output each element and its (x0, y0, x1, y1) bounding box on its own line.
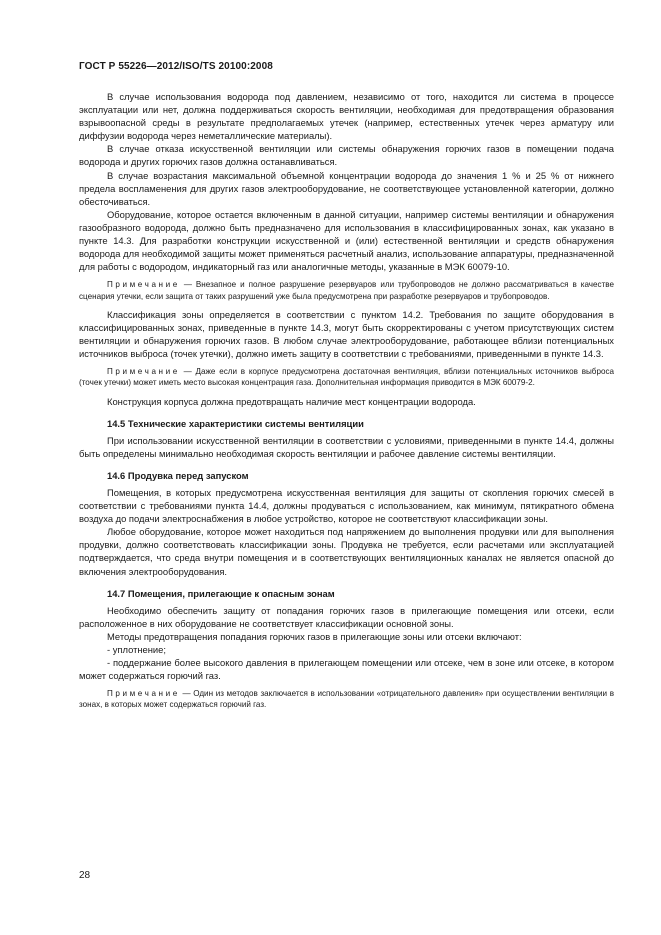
body-paragraph: В случае отказа искусственной вентиляции или системы обнаружения горючих газов в помещении подача водорода и других горючих газов должна останавливаться. (79, 143, 614, 168)
list-item: - поддержание более высокого давления в прилегающем помещении или отсеке, чем в зоне или отсеке, в котором может содержаться горючий газ. (79, 657, 614, 682)
note-text: — Внезапное и полное разрушение резервуаров или трубопроводов не должно рассматриваться в качестве сценария утечки, если защита от таких разрушений уже была предусмотрена при разработке резервуаров и трубопроводов. (79, 280, 614, 301)
body-paragraph: При использовании искусственной вентиляции в соответствии с условиями, приведенными в пункте 14.4, должны быть определены минимально необходимая скорость вентиляции и рабочее давление системы вентиляции. (79, 434, 614, 459)
page-body (79, 90, 614, 711)
document-header: ГОСТ Р 55226—2012/ISO/TS 20100:2008 (79, 61, 273, 72)
body-paragraph: Классификация зоны определяется в соответствии с пунктом 14.2. Требования по защите оборудования в классифицированных зонах, приведенные в пункте 14.3, могут быть скорректированы с учетом присутствующих систем вентиляции и обнаружения горючих газов. В любом случае электрооборудование, работающее вблизи потенциальных источников выброса (точек утечки), должно иметь защиту в соответствии с требованиями, приведенными в пункте 14.3. (79, 308, 614, 359)
section-heading: 14.5 Технические характеристики системы вентиляции (107, 417, 364, 429)
section-heading: 14.7 Помещения, прилегающие к опасным зонам (107, 587, 335, 599)
body-paragraph: Оборудование, которое остается включенным в данной ситуации, например системы вентиляции и обнаружения газообразного водорода, должно быть предназначено для использования в классифицированных зонах, как указано в пункте 14.3. Для разработки конструкции искусственной и (или) естественной вентиляции и средств обнаружения водорода для необходимой защиты может применяться расчетный анализ, использование аппаратуры, предназначенной для работы с водородом, индикаторный газ или аналогичные методы, указанные в МЭК 60079-10. (79, 208, 614, 273)
note-paragraph (79, 366, 614, 388)
note-label: Примечание (107, 367, 180, 377)
body-paragraph: Методы предотвращения попадания горючих газов в прилегающие зоны или отсеки включают: (107, 630, 522, 642)
section-heading: 14.6 Продувка перед запуском (107, 469, 249, 481)
body-paragraph: В случае использования водорода под давлением, независимо от того, находится ли система в процессе эксплуатации или нет, должна поддерживаться скорость вентиляции, необходимая для предотвращения образования взрывоопасной среды в результате предполагаемых утечек (например, естественных утечек через арматуру или диффузии водорода через неметаллические материалы). (79, 91, 614, 142)
body-paragraph: Помещения, в которых предусмотрена искусственная вентиляция для защиты от скопления горючих смесей в соответствии с требованиями пункта 14.4, должны продуваться с использованием, как минимум, пятикратного обмена воздуха до подачи электроснабжения в любое устройство, которое не соответствуют классификации зоны. (79, 486, 614, 525)
body-paragraph: Любое оборудование, которое может находиться под напряжением до выполнения продувки или для выполнения продувки, должно соответствовать классификации зоны. Продувка не требуется, если расчетами или эксплуатацией подтверждается, что среда внутри помещения и в соответствующих вентиляционных каналах не является опасной до включения электрооборудования. (79, 526, 614, 577)
body-paragraph: Конструкция корпуса должна предотвращать наличие мест концентрации водорода. (107, 395, 476, 407)
note-text: — Один из методов заключается в использовании «отрицательного давления» при осуществлении вентиляции в зонах, в которых может содержаться горючий газ. (79, 689, 614, 710)
note-paragraph (79, 688, 614, 710)
note-paragraph (79, 279, 614, 301)
note-label: Примечание (107, 689, 180, 699)
body-paragraph: В случае возрастания максимальной объемной концентрации водорода до значения 1 % и 25 % от нижнего предела воспламенения для других газов электрооборудование, не соответствующее установленной категории, должно обесточиваться. (79, 169, 614, 207)
note-label: Примечание (107, 280, 180, 290)
body-paragraph: Необходимо обеспечить защиту от попадания горючих газов в прилегающие помещения или отсеки, если расположенное в них оборудование не соответствует классификации основной зоны. (79, 604, 614, 629)
note-text: — Даже если в корпусе предусмотрена достаточная вентиляция, вблизи потенциальных источников выброса (точек утечки) может иметь место высокая концентрация газа. Дополнительная информация приводится в МЭК 60079-2. (79, 367, 614, 388)
list-item: - уплотнение; (107, 644, 166, 655)
page-number: 28 (79, 870, 91, 881)
